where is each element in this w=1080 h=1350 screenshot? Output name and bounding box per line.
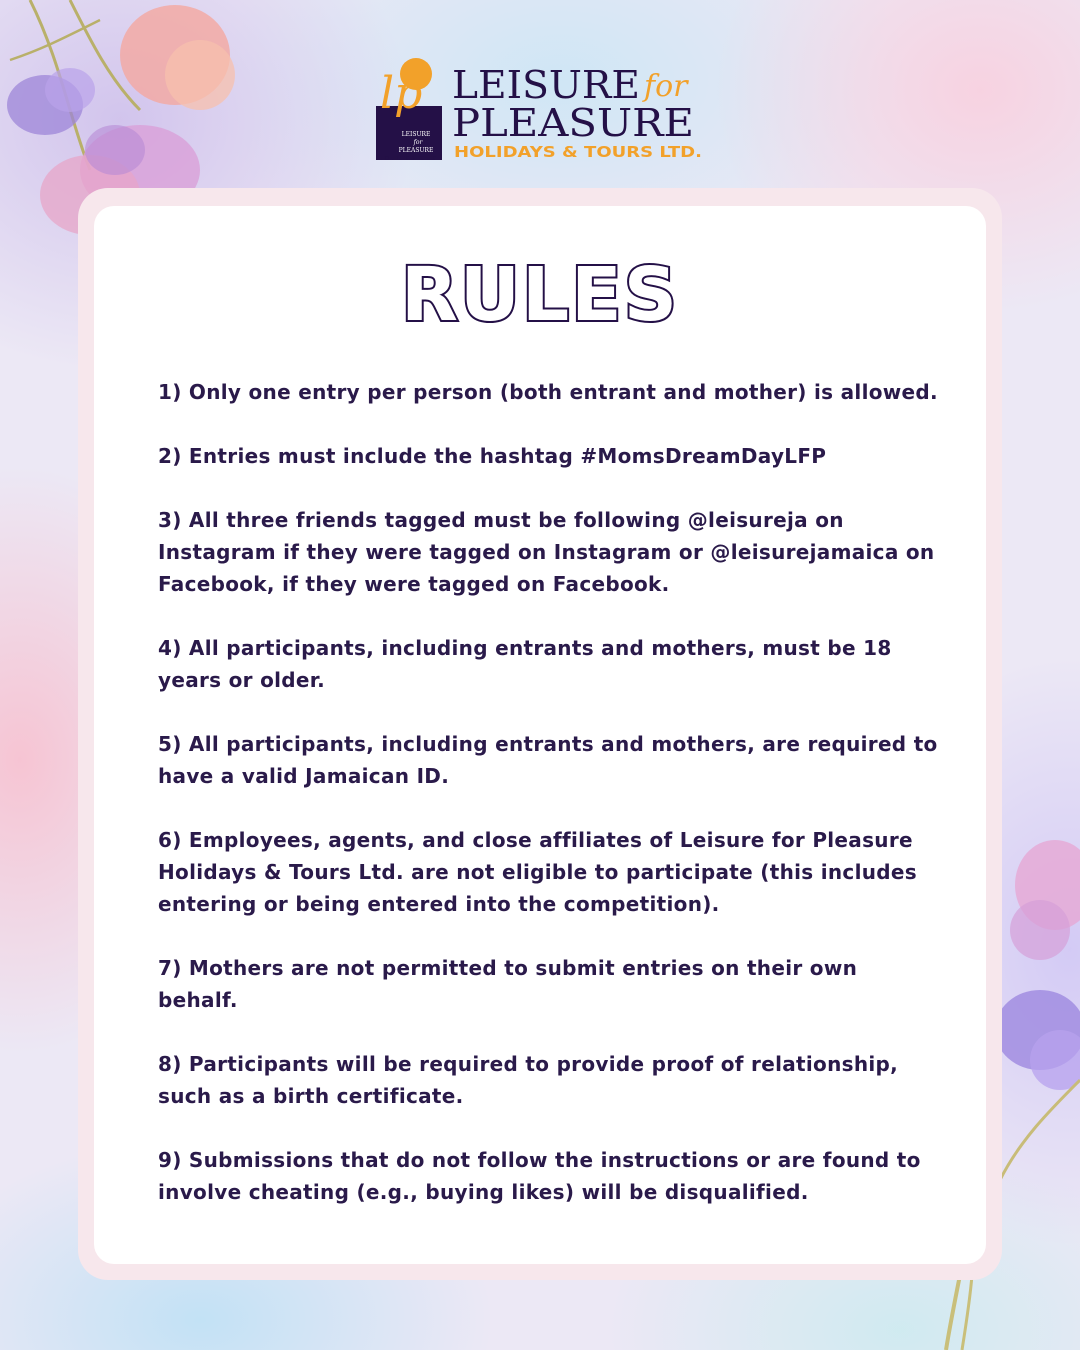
flower-stem-bottom-icon [946, 1275, 972, 1350]
lp-monogram-icon [376, 58, 442, 162]
rule-item: 1) Only one entry per person (both entrant and mother) is allowed. [158, 380, 938, 404]
svg-text:PLEASURE: PLEASURE [398, 147, 434, 154]
rule-item: 4) All participants, including entrants and mothers, must be 18 years or older. [158, 636, 892, 692]
page-title: RULES [400, 252, 680, 338]
company-logo [376, 56, 706, 162]
brand-tagline: HOLIDAYS & TOURS LTD. [454, 143, 702, 161]
rules-list [158, 376, 938, 1240]
svg-text:HOLIDAYS & TOURS: HOLIDAYS & TOURS [381, 156, 437, 162]
rule-item: 9) Submissions that do not follow the instructions or are found to involve cheating (e.g., buying likes) will be disqualified. [158, 1148, 921, 1204]
svg-text:for: for [413, 139, 423, 146]
rule-item: 5) All participants, including entrants and mothers, are required to have a valid Jamaican ID. [158, 732, 938, 788]
svg-text:LEISURE: LEISURE [401, 131, 431, 138]
brand-name-for: for [644, 69, 688, 104]
rule-item: 3) All three friends tagged must be following @leisureja on Instagram if they were tagged on Instagram or @leisurejamaica on Facebook, if they were tagged on Facebook. [158, 508, 935, 596]
brand-name-line2: PLEASURE [452, 101, 694, 145]
rule-item: 7) Mothers are not permitted to submit entries on their own behalf. [158, 956, 858, 1012]
rule-item: 2) Entries must include the hashtag #MomsDreamDayLFP [158, 444, 827, 468]
rule-item: 6) Employees, agents, and close affiliates of Leisure for Pleasure Holidays & Tours Ltd. are not eligible to participate (this includes entering or being entered into the competition). [158, 828, 917, 916]
flower-cluster-right-icon [995, 840, 1080, 1180]
rule-item: 8) Participants will be required to provide proof of relationship, such as a birth certificate. [158, 1052, 899, 1108]
brand-name-line1: LEISURE [452, 63, 640, 107]
svg-text:lp: lp [380, 68, 423, 119]
